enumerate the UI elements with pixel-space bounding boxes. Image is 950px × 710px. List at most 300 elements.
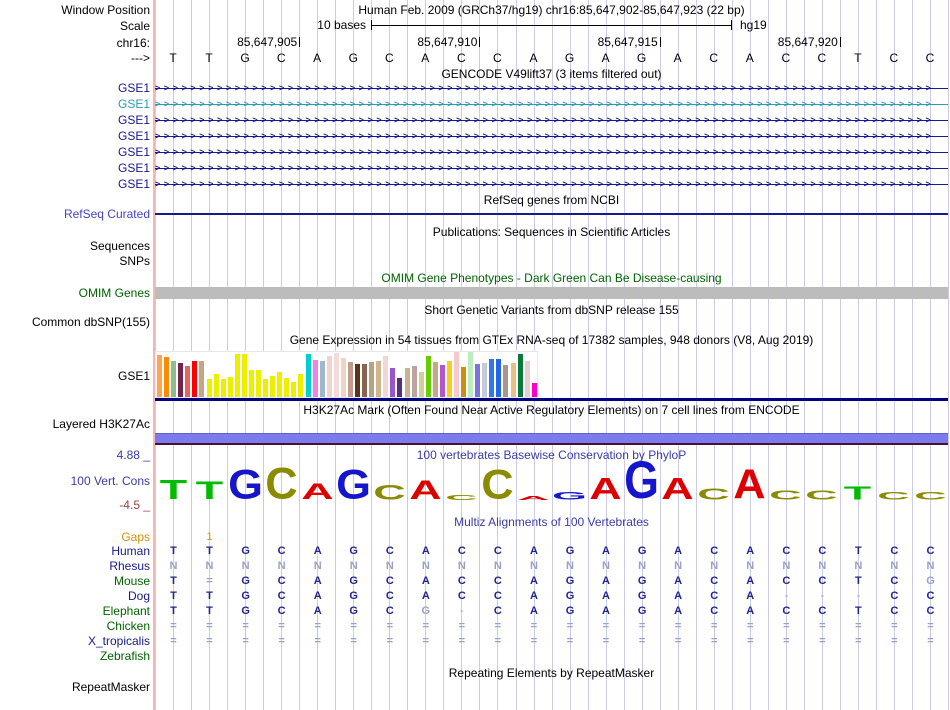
scale-bar-right-tick xyxy=(731,20,732,30)
alignment-cell: C xyxy=(457,575,466,587)
alignment-cell: N xyxy=(493,560,502,572)
multiz-track-title[interactable]: Multiz Alignments of 100 Vertebrates xyxy=(454,515,649,529)
alignment-cell: N xyxy=(169,560,178,572)
species-label[interactable]: Human xyxy=(111,544,150,558)
alignment-cell: - xyxy=(784,590,789,602)
alignment-cell: C xyxy=(818,605,827,617)
alignment-cell: A xyxy=(313,575,322,587)
species-label[interactable]: X_tropicalis xyxy=(87,634,150,648)
alignment-cell: A xyxy=(530,590,538,602)
alignment-cell: A xyxy=(674,545,683,557)
gene-direction-arrows: >>>>>>>>>>>>>>>>>>>>>>>>>>>>>>>>>>>>>>>>>>>>>>>>>>>>>>>>>>>>>>>>>>>>>>>>>>>>>>>>>>>>>>>> xyxy=(155,147,935,157)
gtex-bar[interactable] xyxy=(426,356,431,397)
alignment-cell: = xyxy=(710,635,718,647)
alignment-cell: A xyxy=(313,590,322,602)
species-label[interactable]: Mouse xyxy=(113,574,150,588)
gene-direction-arrows: >>>>>>>>>>>>>>>>>>>>>>>>>>>>>>>>>>>>>>>>>>>>>>>>>>>>>>>>>>>>>>>>>>>>>>>>>>>>>>>>>>>>>>>> xyxy=(155,99,935,109)
alignment-cell: C xyxy=(710,605,719,617)
alignment-cell: C xyxy=(277,545,286,557)
alignment-cell: G xyxy=(241,590,250,602)
gencode-item-label[interactable]: GSE1 xyxy=(117,145,150,159)
alignment-cell: C xyxy=(493,575,502,587)
gencode-item-row[interactable] xyxy=(155,113,948,127)
gtex-bar[interactable] xyxy=(214,374,219,397)
omim-gene-bar[interactable] xyxy=(155,287,948,299)
alignment-cell: A xyxy=(421,590,430,602)
gtex-track-title[interactable]: Gene Expression in 54 tissues from GTEx RNA-seq of 17382 samples, 948 donors (V8, Aug 2019) xyxy=(289,333,814,347)
gtex-bar[interactable] xyxy=(390,368,395,397)
alignment-cell: = xyxy=(927,620,934,632)
ruler-tick-mark xyxy=(299,37,300,47)
alignment-row[interactable] xyxy=(155,604,948,618)
sequence-base: C xyxy=(889,51,899,65)
phylop-max-value: 4.88 _ xyxy=(116,448,150,462)
alignment-row[interactable] xyxy=(155,559,948,573)
gtex-bar[interactable] xyxy=(376,361,381,397)
logo-base: A xyxy=(300,479,334,504)
phylop-track-label[interactable]: 100 Vert. Cons xyxy=(70,474,150,488)
logo-base: A xyxy=(517,494,550,501)
gencode-item-label[interactable]: GSE1 xyxy=(117,161,150,175)
gtex-bar[interactable] xyxy=(511,363,516,397)
gtex-bar[interactable] xyxy=(383,356,388,397)
gtex-bar[interactable] xyxy=(291,382,296,397)
gtex-bar[interactable] xyxy=(397,378,402,397)
gtex-bar[interactable] xyxy=(199,361,204,397)
logo-base: G xyxy=(552,489,587,502)
gencode-track-title[interactable]: GENCODE V49lift37 (3 items filtered out) xyxy=(441,67,662,81)
alignment-cell: = xyxy=(206,620,213,632)
alignment-cell: T xyxy=(170,605,177,617)
alignment-cell: A xyxy=(530,605,538,617)
gtex-bar[interactable] xyxy=(412,366,417,397)
gtex-bar[interactable] xyxy=(277,372,282,397)
gtex-bar[interactable] xyxy=(362,364,367,397)
h3k27ac-track-title[interactable]: H3K27Ac Mark (Often Found Near Active Regulatory Elements) on 7 cell lines from ENCODE xyxy=(303,403,800,417)
logo-base: A xyxy=(733,461,766,508)
alignment-cell: = xyxy=(422,635,430,647)
alignment-cell: = xyxy=(602,620,610,632)
gtex-bar[interactable] xyxy=(207,379,212,397)
alignment-cell: G xyxy=(637,605,647,617)
phylop-min-value: -4.5 _ xyxy=(119,498,150,512)
alignment-cell: G xyxy=(637,575,647,587)
gtex-bar[interactable] xyxy=(157,355,162,397)
gtex-bar[interactable] xyxy=(369,362,374,397)
dbsnp-track-title[interactable]: Short Genetic Variants from dbSNP release 155 xyxy=(424,303,679,317)
omim-track-title[interactable]: OMIM Gene Phenotypes - Dark Green Can Be Disease-causing xyxy=(381,271,722,285)
alignment-cell: C xyxy=(926,545,935,557)
alignment-row[interactable] xyxy=(155,634,948,648)
sequence-base: C xyxy=(817,51,827,65)
alignment-cell: A xyxy=(746,605,755,617)
alignment-cell: - xyxy=(820,590,825,602)
repeatmasker-track-label[interactable]: RepeatMasker xyxy=(71,680,150,694)
gtex-bar[interactable] xyxy=(228,377,233,397)
gtex-bar[interactable] xyxy=(518,354,523,397)
alignment-row[interactable] xyxy=(155,544,948,558)
alignment-cell: G xyxy=(637,545,647,557)
alignment-cell: N xyxy=(421,560,430,572)
gencode-item-row[interactable] xyxy=(155,81,948,95)
omim-track-label[interactable]: OMIM Genes xyxy=(78,286,150,300)
gtex-bar[interactable] xyxy=(263,379,268,397)
alignment-cell: = xyxy=(314,620,321,632)
alignment-cell: G xyxy=(241,545,250,557)
logo-base: G xyxy=(335,461,371,508)
gencode-item-row[interactable] xyxy=(155,161,948,175)
species-label[interactable]: Zebrafish xyxy=(99,649,150,663)
gtex-bar[interactable] xyxy=(341,358,346,397)
gtex-bar[interactable] xyxy=(164,357,169,397)
gtex-bar[interactable] xyxy=(454,352,459,397)
alignment-cell: C xyxy=(890,590,899,602)
gtex-bar[interactable] xyxy=(496,359,501,397)
ruler-tick-mark xyxy=(479,37,480,47)
gtex-bar[interactable] xyxy=(221,379,226,397)
sequence-base: C xyxy=(781,51,791,65)
repeatmasker-track-title[interactable]: Repeating Elements by RepeatMasker xyxy=(448,666,655,680)
alignment-cell: A xyxy=(746,545,755,557)
alignment-cell: T xyxy=(206,545,213,557)
alignment-cell: = xyxy=(674,635,682,647)
alignment-cell: T xyxy=(206,590,213,602)
alignment-cell: N xyxy=(313,560,322,572)
snps-track-label[interactable]: SNPs xyxy=(119,254,150,268)
alignment-row[interactable] xyxy=(155,649,948,663)
alignment-cell: = xyxy=(566,620,574,632)
alignment-cell: G xyxy=(421,605,431,617)
alignment-cell: A xyxy=(674,590,683,602)
alignment-cell: C xyxy=(710,590,719,602)
gencode-item-label[interactable]: GSE1 xyxy=(117,129,150,143)
gtex-bar[interactable] xyxy=(355,364,360,397)
gtex-bar[interactable] xyxy=(405,368,410,397)
alignment-cell: T xyxy=(855,575,862,587)
alignment-cell: = xyxy=(170,635,177,647)
alignment-cell: = xyxy=(494,635,502,647)
sequence-base: G xyxy=(348,51,358,65)
alignment-cell: G xyxy=(349,590,358,602)
gtex-bar[interactable] xyxy=(489,359,494,397)
alignment-cell: A xyxy=(746,575,755,587)
alignment-cell: A xyxy=(313,545,322,557)
alignment-cell: = xyxy=(783,620,790,632)
alignment-cell: A xyxy=(421,575,430,587)
alignment-cell: G xyxy=(241,575,250,587)
species-label[interactable]: Elephant xyxy=(102,604,150,618)
ruler-tick-label: 85,647,920 xyxy=(777,35,838,49)
refseq-track-title[interactable]: RefSeq genes from NCBI xyxy=(483,193,620,207)
alignment-cell: = xyxy=(566,635,574,647)
ruler-tick-mark xyxy=(840,37,841,47)
alignment-cell: = xyxy=(710,620,718,632)
alignment-cell: A xyxy=(421,545,430,557)
gtex-bar[interactable] xyxy=(298,374,303,397)
alignment-cell: G xyxy=(565,575,575,587)
alignment-cell: C xyxy=(277,605,286,617)
window-position-label: Window Position xyxy=(61,3,150,17)
alignment-cell: = xyxy=(350,620,357,632)
species-label[interactable]: Rhesus xyxy=(109,559,150,573)
gtex-bar[interactable] xyxy=(440,365,445,397)
alignment-cell: T xyxy=(170,590,177,602)
gtex-bar[interactable] xyxy=(468,352,473,397)
alignment-cell: = xyxy=(530,635,538,647)
gtex-bar[interactable] xyxy=(503,365,508,397)
sequence-base: G xyxy=(240,51,250,65)
species-label[interactable]: Dog xyxy=(127,589,150,603)
alignment-cell: = xyxy=(927,635,934,647)
alignment-cell: - xyxy=(460,605,464,617)
assembly-label: hg19 xyxy=(740,18,767,32)
gene-direction-arrows: >>>>>>>>>>>>>>>>>>>>>>>>>>>>>>>>>>>>>>>>>>>>>>>>>>>>>>>>>>>>>>>>>>>>>>>>>>>>>>>>>>>>>>>> xyxy=(155,131,935,141)
alignment-cell: C xyxy=(493,590,502,602)
alignment-cell: G xyxy=(565,590,575,602)
scale-bar-left-tick xyxy=(371,20,372,30)
logo-base: C xyxy=(264,458,298,508)
gtex-bar[interactable] xyxy=(284,378,289,397)
sequence-base: T xyxy=(854,51,862,65)
alignment-cell: = xyxy=(350,635,357,647)
alignment-cell: N xyxy=(710,560,719,572)
species-label[interactable]: Chicken xyxy=(106,619,150,633)
logo-base: C xyxy=(373,480,406,504)
alignment-cell: = xyxy=(602,635,610,647)
alignment-cell: C xyxy=(890,575,899,587)
alignment-cell: = xyxy=(891,620,898,632)
alignment-cell: N xyxy=(638,560,647,572)
sequence-base: C xyxy=(493,51,502,65)
alignment-cell: N xyxy=(349,560,358,572)
alignment-cell: A xyxy=(602,575,610,587)
alignment-cell: G xyxy=(241,605,250,617)
phylop-track-title[interactable]: 100 vertebrates Basewise Conservation by PhyloP xyxy=(416,448,687,462)
alignment-cell: C xyxy=(277,575,286,587)
sequences-track-label[interactable]: Sequences xyxy=(89,239,150,253)
gtex-bar[interactable] xyxy=(306,354,311,397)
alignment-cell: = xyxy=(494,620,502,632)
gtex-bar[interactable] xyxy=(419,372,424,397)
ruler-tick-label: 85,647,910 xyxy=(417,35,478,49)
alignment-cell: N xyxy=(530,560,538,572)
gtex-bar[interactable] xyxy=(313,360,318,397)
alignment-cell: T xyxy=(855,605,862,617)
alignment-cell: C xyxy=(385,590,394,602)
strand-label[interactable]: ---> xyxy=(131,51,150,65)
alignment-cell: A xyxy=(530,545,538,557)
h3k27ac-signal-bar[interactable] xyxy=(155,433,948,445)
alignment-cell: C xyxy=(890,605,899,617)
logo-base: A xyxy=(661,471,694,506)
alignment-cell: N xyxy=(566,560,574,572)
alignment-cell: N xyxy=(854,560,863,572)
alignment-cell: - xyxy=(856,590,861,602)
gtex-bar[interactable] xyxy=(235,354,240,397)
alignment-cell: C xyxy=(457,545,466,557)
refseq-gene-bar[interactable] xyxy=(155,213,948,215)
alignment-cell: = xyxy=(170,620,177,632)
gtex-bar[interactable] xyxy=(334,353,339,397)
alignment-cell: = xyxy=(386,620,394,632)
logo-base: T xyxy=(844,483,872,504)
logo-base: C xyxy=(769,488,802,503)
alignment-cell: C xyxy=(818,545,827,557)
alignment-cell: C xyxy=(385,575,394,587)
gtex-bar[interactable] xyxy=(348,362,353,397)
chrom-label: chr16: xyxy=(116,36,150,50)
logo-base: T xyxy=(195,476,223,505)
alignment-cell: = xyxy=(458,635,466,647)
alignment-cell: A xyxy=(530,575,538,587)
alignment-cell: = xyxy=(242,620,249,632)
alignment-cell: C xyxy=(782,575,791,587)
alignment-cell: A xyxy=(602,605,610,617)
alignment-cell: A xyxy=(674,575,683,587)
gtex-bar[interactable] xyxy=(475,364,480,397)
logo-base: G xyxy=(227,461,263,508)
alignment-cell: = xyxy=(386,635,394,647)
alignment-cell: = xyxy=(746,620,754,632)
gtex-bar[interactable] xyxy=(242,354,247,397)
sequence-base: T xyxy=(169,51,177,65)
gtex-bar[interactable] xyxy=(327,356,332,397)
gtex-bar[interactable] xyxy=(256,370,261,397)
alignment-cell: = xyxy=(530,620,538,632)
alignment-cell: G xyxy=(565,545,575,557)
dbsnp-track-label[interactable]: Common dbSNP(155) xyxy=(31,315,150,329)
alignment-cell: C xyxy=(710,545,719,557)
gencode-item-row[interactable] xyxy=(155,177,948,191)
alignment-cell: G xyxy=(349,545,358,557)
logo-base: C xyxy=(481,461,514,508)
gtex-bar[interactable] xyxy=(192,361,197,397)
gtex-bar[interactable] xyxy=(185,366,190,397)
gtex-bar[interactable] xyxy=(532,383,537,397)
alignment-cell: = xyxy=(891,635,898,647)
gencode-item-row[interactable] xyxy=(155,129,948,143)
alignment-cell: = xyxy=(638,620,646,632)
h3k27ac-track-label[interactable]: Layered H3K27Ac xyxy=(52,417,150,431)
alignment-cell: N xyxy=(890,560,899,572)
sequence-base: A xyxy=(673,51,682,65)
gap-count: 1 xyxy=(206,531,213,543)
alignment-cell: C xyxy=(710,575,719,587)
logo-base: C xyxy=(913,489,947,502)
multiz-gaps-label[interactable]: Gaps xyxy=(121,530,150,544)
alignment-cell: G xyxy=(637,590,647,602)
alignment-cell: A xyxy=(313,605,322,617)
gtex-bar[interactable] xyxy=(249,370,254,397)
alignment-cell: A xyxy=(746,590,755,602)
gencode-item-row[interactable] xyxy=(155,145,948,159)
alignment-cell: G xyxy=(565,605,575,617)
logo-base: G xyxy=(624,450,660,510)
sequence-base: C xyxy=(709,51,719,65)
alignment-cell: G xyxy=(349,605,358,617)
alignment-cell: = xyxy=(242,635,249,647)
gtex-bar[interactable] xyxy=(525,361,530,397)
alignment-cell: = xyxy=(819,635,826,647)
gene-direction-arrows: >>>>>>>>>>>>>>>>>>>>>>>>>>>>>>>>>>>>>>>>>>>>>>>>>>>>>>>>>>>>>>>>>>>>>>>>>>>>>>>>>>>>>>>> xyxy=(155,115,935,125)
gtex-bar[interactable] xyxy=(447,361,452,397)
alignment-cell: = xyxy=(746,635,754,647)
gencode-item-row[interactable] xyxy=(155,97,948,111)
alignment-cell: = xyxy=(206,575,213,587)
alignment-cell: C xyxy=(493,605,502,617)
logo-base: C xyxy=(877,489,911,502)
gtex-baseline xyxy=(155,398,948,401)
gtex-bar[interactable] xyxy=(320,361,325,397)
alignment-cell: C xyxy=(926,590,935,602)
sequence-base: G xyxy=(564,51,575,65)
gtex-bar[interactable] xyxy=(171,361,176,397)
gencode-item-label[interactable]: GSE1 xyxy=(117,81,150,95)
gtex-bar[interactable] xyxy=(178,363,183,397)
scale-label: Scale xyxy=(119,19,150,33)
gtex-bar[interactable] xyxy=(270,376,275,397)
alignment-cell: T xyxy=(170,575,177,587)
alignment-cell: A xyxy=(674,605,683,617)
logo-base: A xyxy=(409,475,442,505)
refseq-track-label[interactable]: RefSeq Curated xyxy=(63,207,150,221)
alignment-cell: G xyxy=(926,575,935,587)
gencode-item-label[interactable]: GSE1 xyxy=(117,177,150,191)
alignment-row[interactable] xyxy=(155,589,948,603)
alignment-cell: C xyxy=(277,590,286,602)
gtex-bar[interactable] xyxy=(482,363,487,397)
publications-track-title[interactable]: Publications: Sequences in Scientific Articles xyxy=(432,225,671,239)
sequence-base: A xyxy=(421,51,430,65)
alignment-cell: = xyxy=(855,635,862,647)
gtex-track-label[interactable]: GSE1 xyxy=(117,369,150,383)
alignment-cell: N xyxy=(277,560,286,572)
sequence-base: T xyxy=(205,51,213,65)
alignment-cell: = xyxy=(783,635,790,647)
gaps-row xyxy=(155,530,948,544)
alignment-cell: N xyxy=(457,560,466,572)
alignment-row[interactable] xyxy=(155,619,948,633)
alignment-cell: C xyxy=(818,575,827,587)
gencode-item-label[interactable]: GSE1 xyxy=(117,113,150,127)
gtex-bar[interactable] xyxy=(433,362,438,397)
gtex-barchart[interactable] xyxy=(155,351,538,398)
alignment-cell: N xyxy=(602,560,610,572)
gencode-item-label[interactable]: GSE1 xyxy=(117,97,150,111)
logo-base: A xyxy=(589,471,622,506)
ruler-tick-label: 85,647,905 xyxy=(237,35,298,49)
alignment-cell: C xyxy=(493,545,502,557)
sequence-base: A xyxy=(529,51,538,65)
alignment-cell: C xyxy=(385,545,394,557)
alignment-cell: N xyxy=(818,560,827,572)
alignment-cell: C xyxy=(385,605,394,617)
gene-direction-arrows: >>>>>>>>>>>>>>>>>>>>>>>>>>>>>>>>>>>>>>>>>>>>>>>>>>>>>>>>>>>>>>>>>>>>>>>>>>>>>>>>>>>>>>>> xyxy=(155,179,935,189)
logo-base: T xyxy=(159,474,187,505)
sequence-base: C xyxy=(457,51,466,65)
alignment-cell: C xyxy=(457,590,466,602)
logo-base: C xyxy=(805,488,838,503)
sequence-base: C xyxy=(384,51,394,65)
alignment-row[interactable] xyxy=(155,574,948,588)
alignment-cell: N xyxy=(782,560,791,572)
alignment-cell: = xyxy=(422,620,430,632)
alignment-cell: = xyxy=(638,635,646,647)
gtex-bar[interactable] xyxy=(461,367,466,397)
gene-direction-arrows: >>>>>>>>>>>>>>>>>>>>>>>>>>>>>>>>>>>>>>>>>>>>>>>>>>>>>>>>>>>>>>>>>>>>>>>>>>>>>>>>>>>>>>>> xyxy=(155,83,935,93)
sequence-base: C xyxy=(276,51,286,65)
alignment-cell: C xyxy=(890,545,899,557)
